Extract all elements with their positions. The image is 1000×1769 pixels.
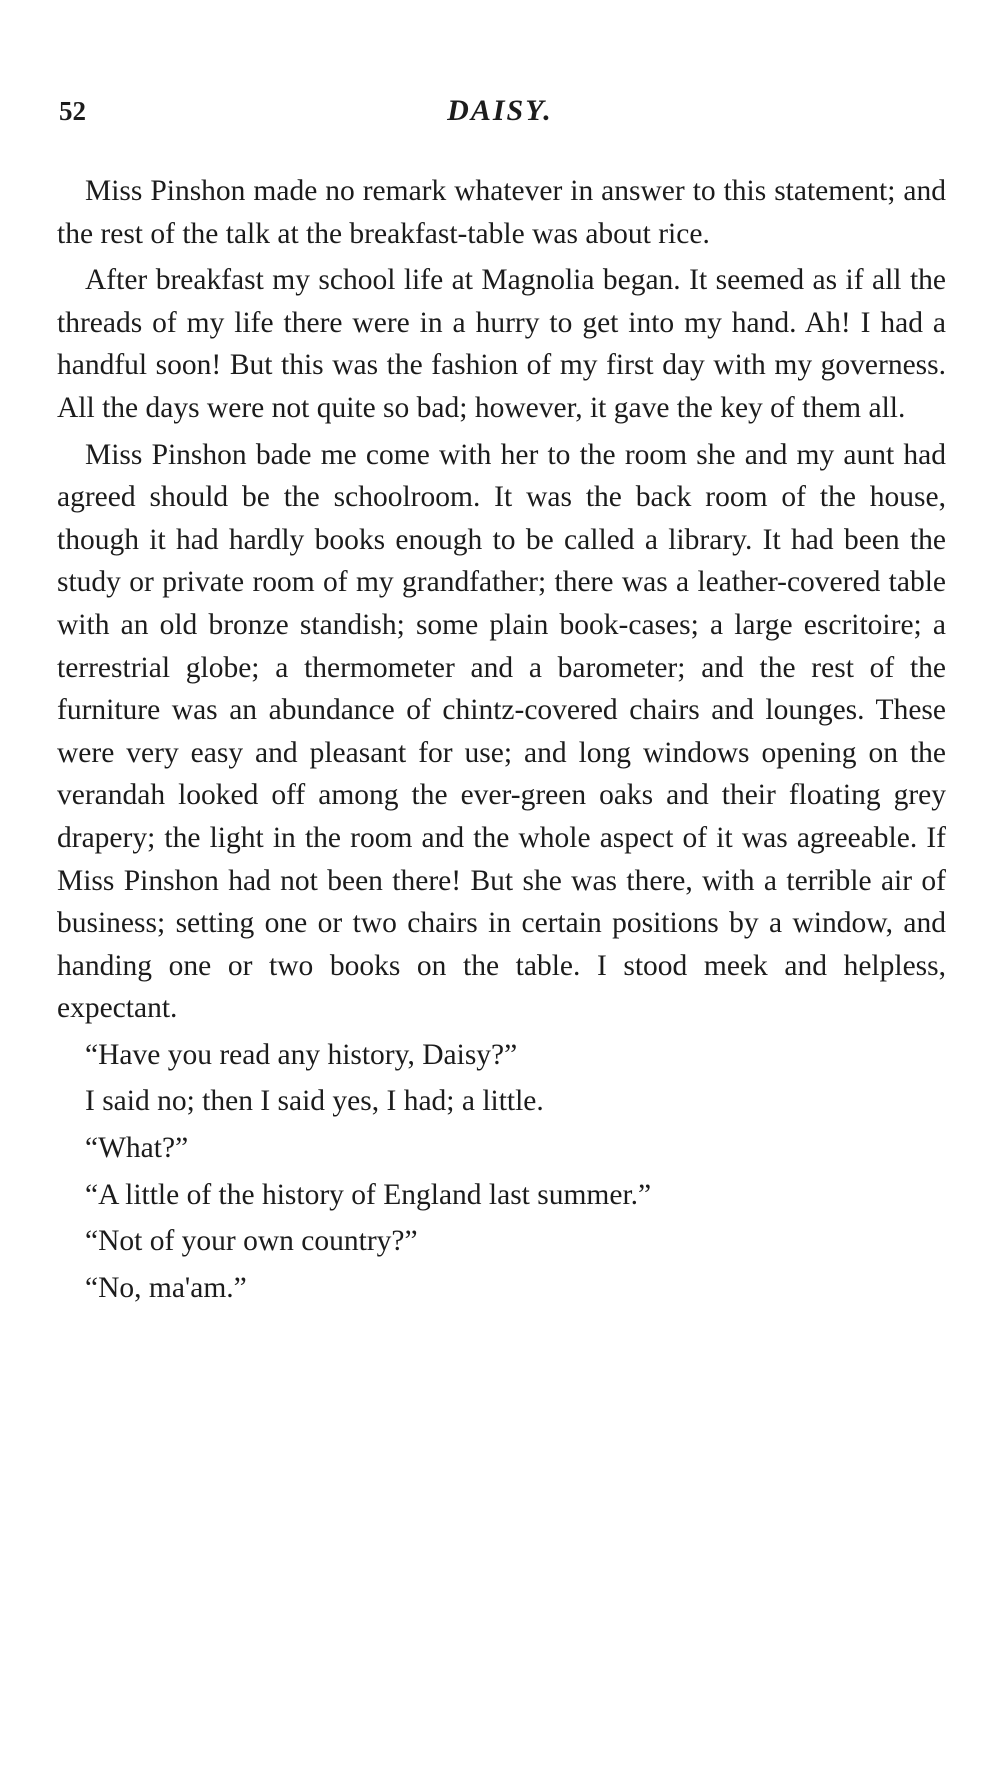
body-text	[57, 170, 946, 1309]
running-head: DAISY.	[447, 94, 553, 127]
dialogue-line: I said no; then I said yes, I had; a little.	[85, 1085, 544, 1118]
paragraph: After breakfast my school life at Magnolia began. It seemed as if all the threads of my life there were in a hurry to get into my hand. Ah! I had a handful soon! But this was the fashion of my first day with my governess. All the days were not quite so bad; however, it gave the key of them all.	[57, 264, 946, 424]
dialogue-line: “Not of your own country?”	[85, 1225, 418, 1258]
page-number: 52	[59, 96, 86, 126]
paragraph: Miss Pinshon bade me come with her to the room she and my aunt had agreed should be the schoolroom. It was the back room of the house, though it had hardly books enough to be called a library. It had been the study or private room of my grandfather; there was a leather-covered table with an old bronze standish; some plain book-cases; a large escritoire; a terrestrial globe; a thermometer and a barometer; and the rest of the furniture was an abundance of chintz-covered chairs and lounges. These were very easy and pleasant for use; and long windows opening on the verandah looked off among the ever-green oaks and their floating grey drapery; the light in the room and the whole aspect of it was agreeable. If Miss Pinshon had not been there! But she was there, with a terrible air of business; setting one or two chairs in certain positions by a window, and handing one or two books on the table. I stood meek and helpless, expectant.	[57, 438, 946, 1025]
dialogue-line: “Have you read any history, Daisy?”	[85, 1038, 518, 1071]
paragraph: Miss Pinshon made no remark whatever in answer to this statement; and the rest of the talk at the breakfast-table was about rice.	[57, 175, 946, 250]
dialogue-line: “What?”	[85, 1132, 189, 1165]
dialogue-line: “A little of the history of England last summer.”	[85, 1178, 652, 1211]
dialogue-line: “No, ma'am.”	[85, 1271, 247, 1304]
